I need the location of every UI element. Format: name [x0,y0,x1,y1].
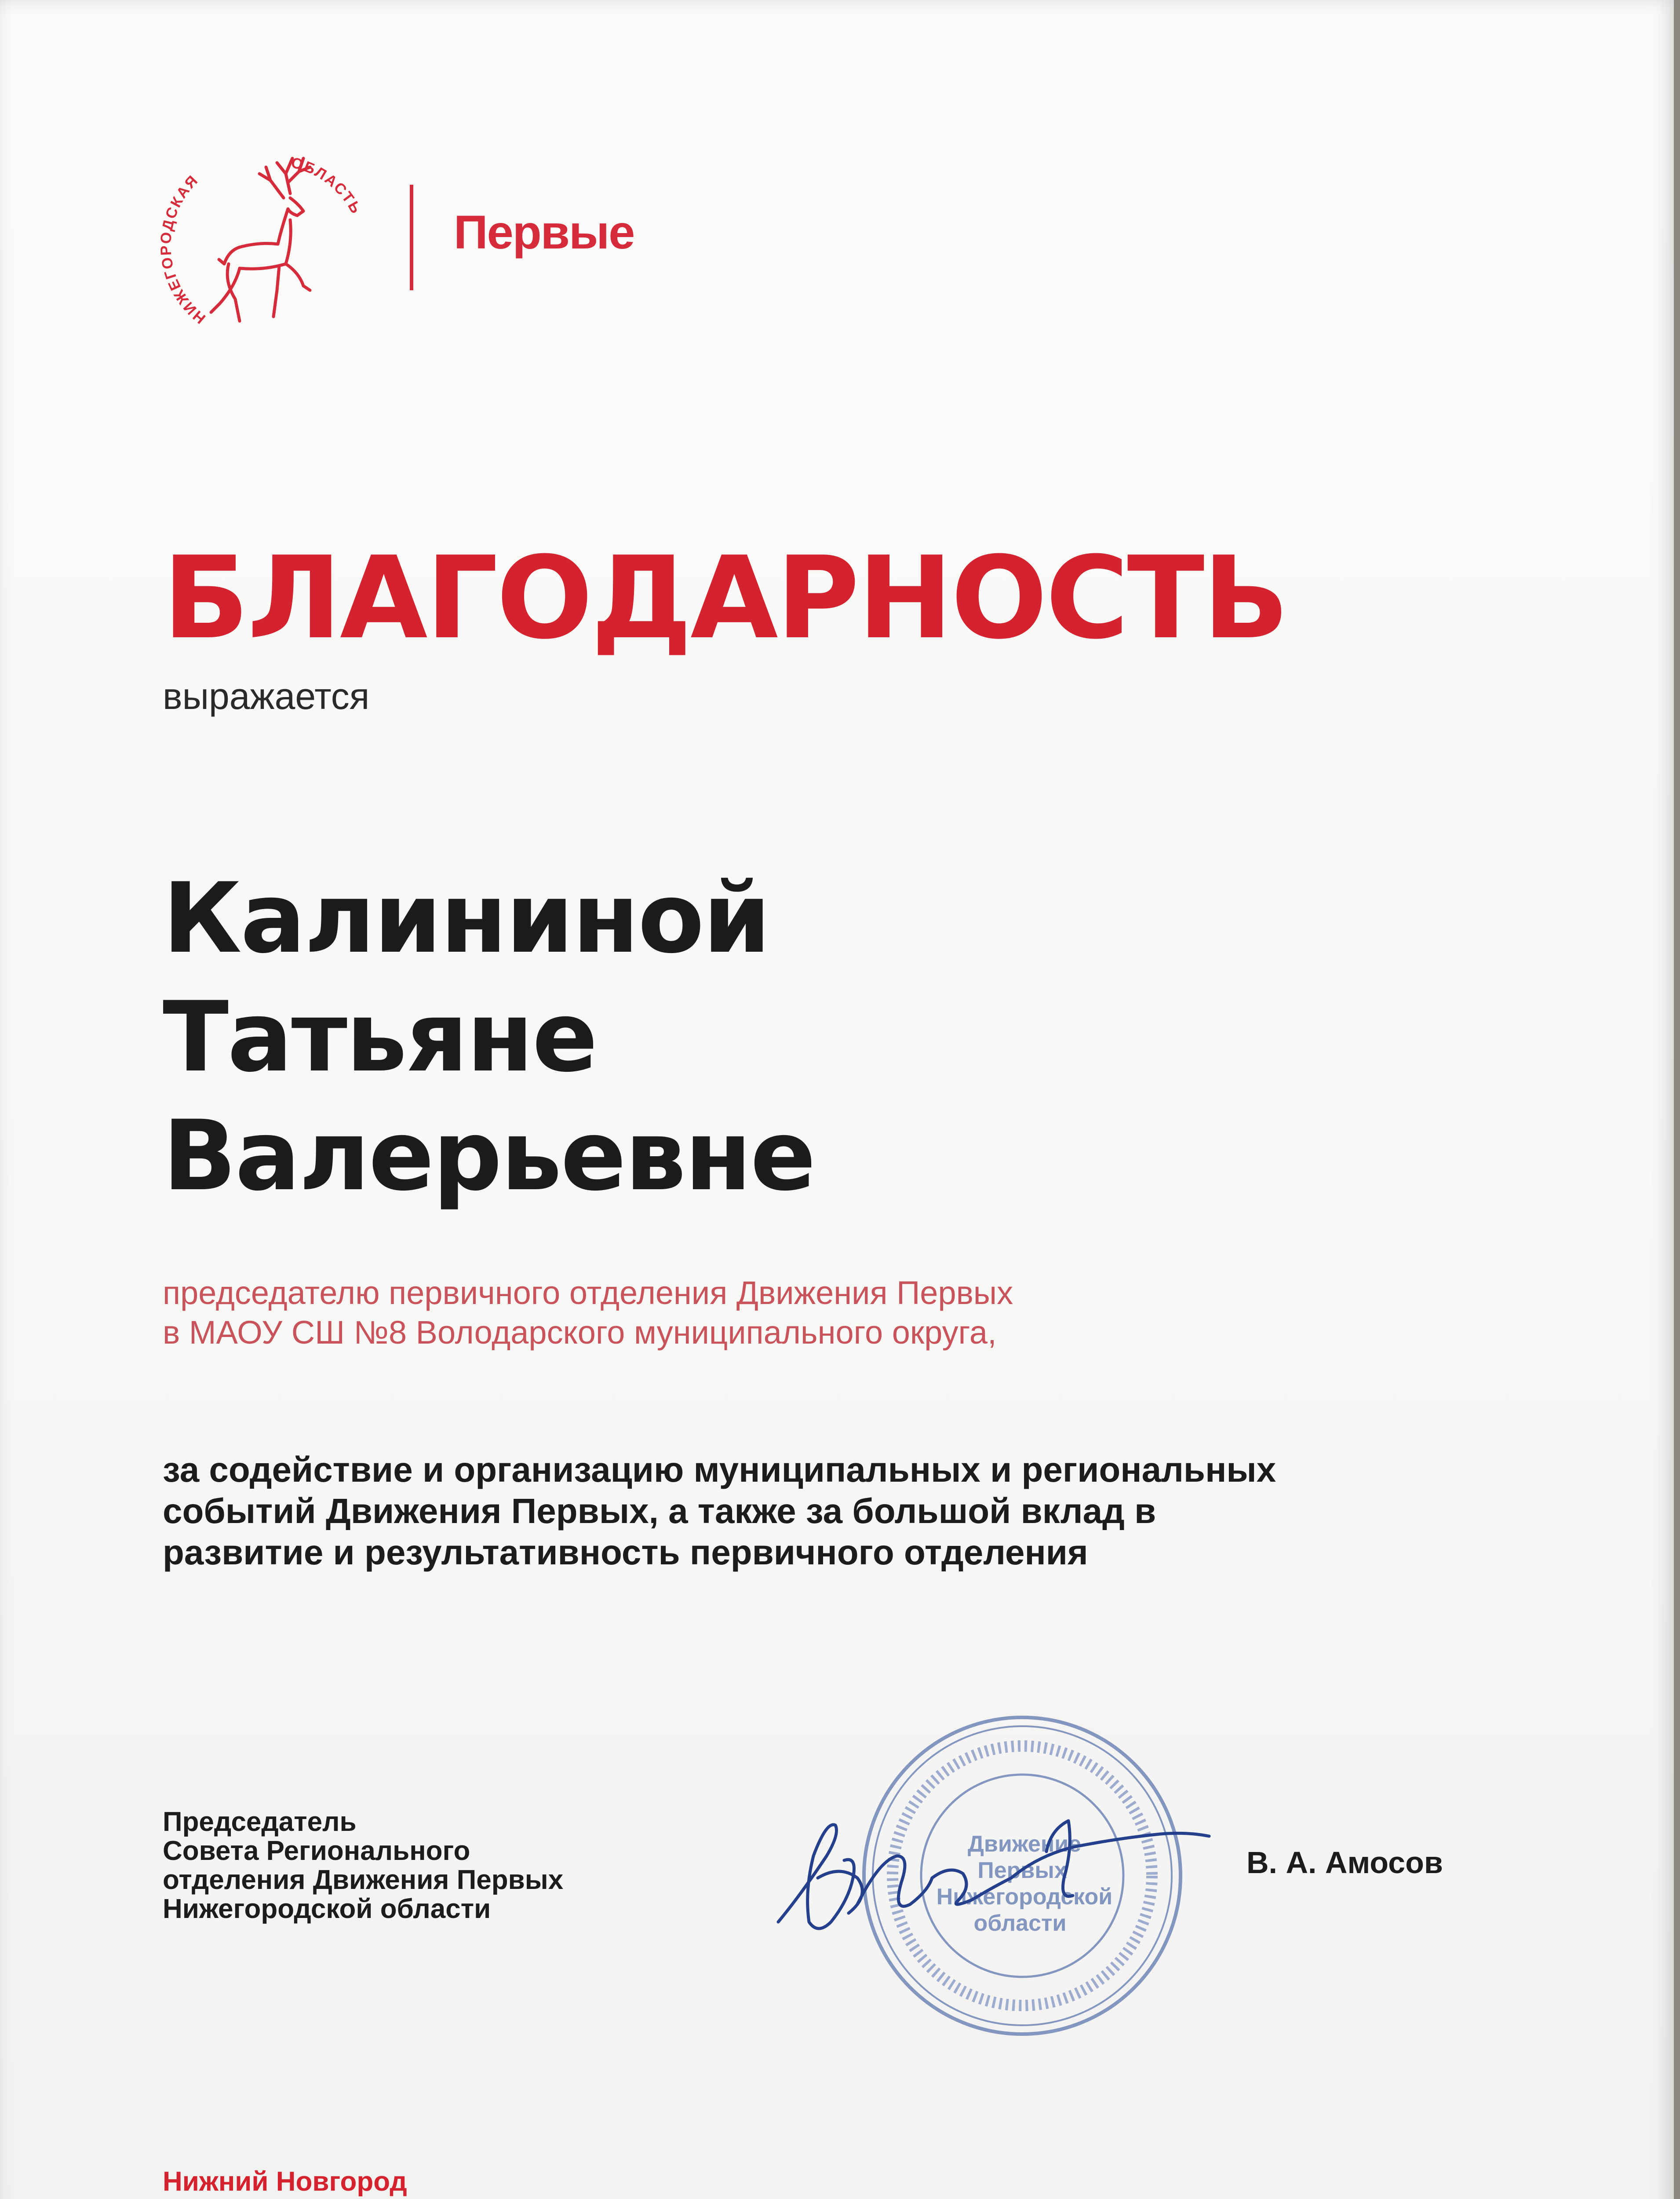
reason-line-3: развитие и результативность первичного отделения [163,1533,1088,1572]
signatory-name: В. А. Амосов [1246,1845,1443,1880]
region-emblem-logo [158,132,387,361]
document-title: БЛАГОДАРНОСТЬ [163,532,1288,664]
award-reason [163,1449,1276,1573]
reason-line-2: событий Движения Первых, а также за большой вклад в [163,1491,1156,1531]
handwritten-signature [765,1790,1222,1975]
seal-line-2: Первых [977,1858,1067,1883]
page-edge-right [1674,0,1680,2199]
signatory-role-line-2: Совета Регионального [163,1836,470,1866]
deer-emblem-icon [158,132,387,361]
position-line-1: председателю первичного отделения Движения Первых [163,1275,1013,1311]
footer-city: Нижний Новгород [163,2166,407,2197]
signatory-role-line-4: Нижегородской области [163,1894,491,1924]
signatory-role-line-3: отделения Движения Первых [163,1865,564,1895]
document-subtitle: выражается [163,676,370,717]
reason-line-1: за содействие и организацию муниципальных и региональных [163,1450,1276,1489]
recipient-patronymic: Валерьевне [163,1100,815,1212]
position-line-2: в МАОУ СШ №8 Володарского муниципального округа, [163,1314,997,1351]
recipient-surname: Калининой [163,862,770,975]
seal-line-3: Нижегородской [936,1884,1113,1910]
seal-line-4: области [973,1910,1067,1936]
seal-line-1: Движение [967,1831,1082,1857]
emblem-ring-right: ОБЛАСТЬ [289,154,365,218]
recipient-position [163,1273,1013,1352]
svg-text:НИЖЕГОРОДСКАЯ [158,172,209,327]
signatory-role [163,1808,563,1924]
emblem-ring-left: НИЖЕГОРОДСКАЯ [158,172,209,327]
signatory-role-line-1: Председатель [163,1807,357,1837]
header-divider [410,185,413,290]
recipient-first-name: Татьяне [163,981,597,1093]
brand-name: Первые [454,205,634,259]
